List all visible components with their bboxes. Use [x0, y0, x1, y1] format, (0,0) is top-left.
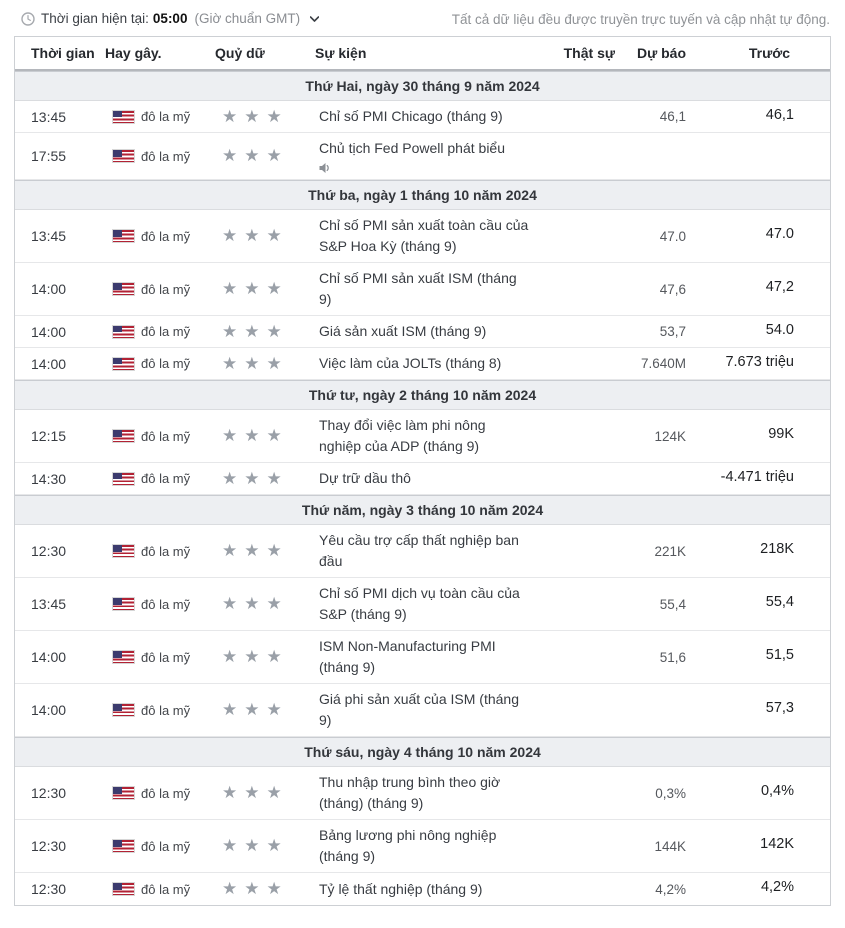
event-link[interactable] [315, 410, 545, 462]
us-flag-icon [113, 883, 134, 895]
event-row [15, 316, 830, 348]
event-link[interactable] [315, 684, 545, 736]
star-icon: ★ [266, 279, 282, 298]
star-icon: ★ [222, 106, 238, 126]
star-icon: ★ [222, 594, 238, 613]
previous-value: 0,4% [760, 783, 794, 799]
event-name: Thu nhập trung bình theo giờ (tháng) (tháng 9) [319, 774, 501, 811]
star-icon: ★ [266, 879, 282, 898]
star-icon: ★ [222, 836, 238, 855]
auto-update-note: Tất cả dữ liệu đều được truyền trực tuyến và cập nhật tự động. [451, 12, 830, 27]
table-header-row [15, 37, 830, 71]
event-row [15, 210, 830, 263]
previous-value: 51,5 [765, 647, 794, 663]
event-time: 17:55 [31, 148, 67, 164]
day-section-header: Thứ năm, ngày 3 tháng 10 năm 2024 [15, 495, 830, 525]
star-icon: ★ [244, 879, 260, 898]
star-icon: ★ [266, 321, 282, 341]
star-icon: ★ [266, 541, 282, 560]
us-flag-icon [113, 651, 134, 663]
event-time: 12:30 [31, 785, 67, 801]
currency-label: đô la mỹ [141, 543, 191, 559]
star-icon: ★ [222, 226, 238, 245]
currency-label: đô la mỹ [141, 702, 191, 718]
currency-label: đô la mỹ [141, 838, 191, 854]
event-name: ISM Non-Manufacturing PMI (tháng 9) [319, 638, 496, 675]
star-icon: ★ [266, 700, 282, 719]
event-row [15, 133, 830, 180]
event-name: Chỉ số PMI sản xuất toàn cầu của S&P Hoa Kỳ (tháng 9) [319, 217, 529, 254]
forecast-value: 47,6 [659, 281, 686, 297]
event-time: 13:45 [31, 596, 67, 612]
us-flag-icon [113, 111, 134, 123]
forecast-value: 7.640M [640, 356, 686, 371]
star-icon: ★ [244, 226, 260, 245]
importance-stars [215, 647, 315, 667]
previous-value: -4.471 triệu [720, 468, 794, 485]
event-name: Chỉ số PMI Chicago (tháng 9) [319, 108, 503, 124]
column-header-time: Thời gian [31, 45, 95, 61]
importance-stars [215, 354, 315, 374]
currency-cell[interactable] [105, 109, 215, 124]
previous-value: 47,2 [765, 279, 794, 295]
previous-value: 54.0 [765, 321, 794, 338]
currency-cell[interactable] [105, 324, 215, 339]
current-time-selector[interactable] [21, 11, 319, 26]
calendar-body [15, 71, 830, 905]
star-icon: ★ [244, 541, 260, 560]
column-header-event: Sự kiện [315, 45, 367, 61]
us-flag-icon [113, 230, 134, 242]
event-name: Chỉ số PMI dịch vụ toàn cầu của S&P (tháng 9) [319, 585, 520, 622]
event-time: 12:30 [31, 543, 67, 559]
forecast-value: 4,2% [655, 881, 686, 897]
currency-label: đô la mỹ [141, 596, 191, 612]
event-row [15, 525, 830, 578]
us-flag-icon [113, 326, 134, 338]
star-icon: ★ [222, 353, 238, 373]
forecast-value: 53,7 [659, 324, 686, 339]
star-icon: ★ [244, 426, 260, 445]
currency-label: đô la mỹ [141, 881, 191, 897]
event-row [15, 767, 830, 820]
previous-value: 46,1 [765, 106, 794, 123]
event-row [15, 631, 830, 684]
star-icon: ★ [222, 879, 238, 898]
currency-label: đô la mỹ [141, 428, 191, 444]
us-flag-icon [113, 840, 134, 852]
event-row [15, 348, 830, 380]
currency-cell[interactable] [105, 544, 215, 559]
currency-cell[interactable] [105, 229, 215, 244]
event-link[interactable] [315, 210, 545, 262]
us-flag-icon [113, 545, 134, 557]
timezone-label: (Giờ chuẩn GMT) [194, 11, 301, 26]
star-icon: ★ [266, 836, 282, 855]
currency-cell[interactable] [105, 356, 215, 371]
chevron-down-icon[interactable] [310, 16, 319, 22]
column-header-currency: Quỷ dữ [215, 45, 265, 61]
currency-cell[interactable] [105, 882, 215, 897]
currency-label: đô la mỹ [141, 324, 191, 339]
event-link[interactable] [315, 101, 545, 132]
event-link[interactable] [315, 820, 545, 872]
event-name: Việc làm của JOLTs (tháng 8) [319, 355, 502, 371]
us-flag-icon [113, 358, 134, 370]
importance-stars [215, 226, 315, 246]
event-link[interactable] [315, 578, 545, 630]
currency-cell[interactable] [105, 839, 215, 854]
event-row [15, 873, 830, 905]
forecast-value: 51,6 [659, 649, 686, 665]
importance-stars [215, 426, 315, 446]
current-time-value: 05:00 [152, 11, 188, 26]
currency-cell[interactable] [105, 282, 215, 297]
currency-cell[interactable] [105, 149, 215, 164]
event-time: 12:30 [31, 881, 67, 897]
event-time: 12:30 [31, 838, 67, 854]
currency-label: đô la mỹ [141, 281, 191, 297]
star-icon: ★ [222, 647, 238, 666]
star-icon: ★ [266, 783, 282, 802]
star-icon: ★ [266, 146, 282, 165]
star-icon: ★ [222, 146, 238, 165]
star-icon: ★ [266, 226, 282, 245]
economic-calendar-table [14, 36, 831, 906]
star-icon: ★ [266, 106, 282, 126]
star-icon: ★ [266, 647, 282, 666]
currency-label: đô la mỹ [141, 228, 191, 244]
event-link[interactable] [315, 263, 545, 315]
event-row [15, 684, 830, 737]
event-name: Giá sản xuất ISM (tháng 9) [319, 323, 487, 339]
star-icon: ★ [244, 700, 260, 719]
event-row [15, 578, 830, 631]
day-section-header: Thứ Hai, ngày 30 tháng 9 năm 2024 [15, 71, 830, 101]
event-time: 13:45 [31, 228, 67, 244]
event-time: 14:00 [31, 702, 67, 718]
event-name: Chủ tịch Fed Powell phát biểu [319, 140, 505, 156]
event-name: Giá phi sản xuất của ISM (tháng 9) [319, 691, 519, 728]
event-time: 13:45 [31, 108, 67, 125]
event-link[interactable] [315, 316, 545, 347]
day-section-header: Thứ sáu, ngày 4 tháng 10 năm 2024 [15, 737, 830, 767]
currency-label: đô la mỹ [141, 649, 191, 665]
currency-label: đô la mỹ [141, 148, 191, 164]
speaker-icon[interactable] [319, 162, 332, 174]
currency-cell[interactable] [105, 703, 215, 718]
us-flag-icon [113, 283, 134, 295]
event-link[interactable] [315, 348, 545, 379]
star-icon: ★ [244, 468, 260, 488]
star-icon: ★ [222, 279, 238, 298]
forecast-value: 46,1 [659, 109, 686, 124]
importance-stars [215, 879, 315, 899]
star-icon: ★ [222, 468, 238, 488]
currency-label: đô la mỹ [141, 471, 191, 486]
day-section-header: Thứ ba, ngày 1 tháng 10 năm 2024 [15, 180, 830, 210]
current-time-label: Thời gian hiện tại: [41, 11, 149, 26]
event-row [15, 463, 830, 495]
star-icon: ★ [266, 594, 282, 613]
previous-value: 7.673 triệu [725, 353, 794, 370]
currency-cell[interactable] [105, 786, 215, 801]
us-flag-icon [113, 430, 134, 442]
star-icon: ★ [244, 783, 260, 802]
event-name: Yêu cầu trợ cấp thất nghiệp ban đầu [319, 532, 519, 569]
us-flag-icon [113, 150, 134, 162]
star-icon: ★ [244, 146, 260, 165]
star-icon: ★ [244, 836, 260, 855]
event-name: Chỉ số PMI sản xuất ISM (tháng 9) [319, 270, 517, 307]
day-section-header: Thứ tư, ngày 2 tháng 10 năm 2024 [15, 380, 830, 410]
importance-stars [215, 594, 315, 614]
event-link[interactable] [315, 463, 545, 494]
event-row [15, 410, 830, 463]
event-time: 14:00 [31, 281, 67, 297]
forecast-value: 221K [654, 543, 686, 559]
previous-value: 57,3 [765, 700, 794, 716]
importance-stars [215, 469, 315, 489]
previous-value: 4,2% [760, 879, 794, 895]
event-name: Thay đổi việc làm phi nông nghiệp của ADP (tháng 9) [319, 417, 486, 454]
event-link[interactable] [315, 631, 545, 683]
column-header-previous: Trước [748, 45, 790, 61]
us-flag-icon [113, 787, 134, 799]
us-flag-icon [113, 598, 134, 610]
forecast-value: 47.0 [659, 228, 686, 244]
star-icon: ★ [244, 321, 260, 341]
us-flag-icon [113, 473, 134, 485]
forecast-value: 124K [654, 428, 686, 444]
forecast-value: 144K [654, 838, 686, 854]
previous-value: 99K [768, 426, 794, 442]
importance-stars [215, 322, 315, 342]
event-time: 14:30 [31, 470, 67, 487]
importance-stars [215, 279, 315, 299]
forecast-value: 55,4 [659, 596, 686, 612]
importance-stars [215, 700, 315, 720]
column-header-actual: Thật sự [563, 45, 615, 61]
star-icon: ★ [266, 353, 282, 373]
currency-cell[interactable] [105, 429, 215, 444]
star-icon: ★ [222, 700, 238, 719]
star-icon: ★ [244, 279, 260, 298]
star-icon: ★ [244, 353, 260, 373]
event-row [15, 101, 830, 133]
column-header-volatility: Hay gây. [105, 45, 162, 61]
importance-stars [215, 146, 315, 166]
event-row [15, 263, 830, 316]
star-icon: ★ [222, 783, 238, 802]
calendar-topbar [0, 0, 845, 36]
currency-cell[interactable] [105, 471, 215, 486]
column-header-forecast: Dự báo [636, 45, 686, 61]
currency-label: đô la mỹ [141, 785, 191, 801]
currency-cell[interactable] [105, 650, 215, 665]
star-icon: ★ [222, 321, 238, 341]
importance-stars [215, 541, 315, 561]
us-flag-icon [113, 704, 134, 716]
previous-value: 142K [760, 836, 794, 852]
currency-cell[interactable] [105, 597, 215, 612]
importance-stars [215, 836, 315, 856]
previous-value: 47.0 [765, 226, 794, 242]
star-icon: ★ [222, 426, 238, 445]
event-link[interactable] [315, 767, 545, 819]
event-name: Dự trữ dầu thô [319, 470, 411, 486]
previous-value: 55,4 [765, 594, 794, 610]
event-link[interactable] [315, 874, 545, 905]
event-time: 14:00 [31, 355, 67, 372]
star-icon: ★ [244, 594, 260, 613]
event-time: 14:00 [31, 323, 67, 340]
star-icon: ★ [244, 647, 260, 666]
event-link[interactable] [315, 133, 545, 179]
forecast-value: 0,3% [655, 785, 686, 801]
star-icon: ★ [222, 541, 238, 560]
event-name: Tỷ lệ thất nghiệp (tháng 9) [319, 880, 483, 897]
star-icon: ★ [244, 106, 260, 126]
event-row [15, 820, 830, 873]
currency-label: đô la mỹ [141, 109, 191, 124]
star-icon: ★ [266, 468, 282, 488]
event-name: Bảng lương phi nông nghiệp (tháng 9) [319, 827, 497, 864]
previous-value: 218K [760, 541, 794, 557]
importance-stars [215, 107, 315, 127]
currency-label: đô la mỹ [141, 356, 191, 371]
importance-stars [215, 783, 315, 803]
event-time: 12:15 [31, 428, 67, 444]
event-time: 14:00 [31, 649, 67, 665]
clock-icon [21, 12, 35, 26]
star-icon: ★ [266, 426, 282, 445]
event-link[interactable] [315, 525, 545, 577]
